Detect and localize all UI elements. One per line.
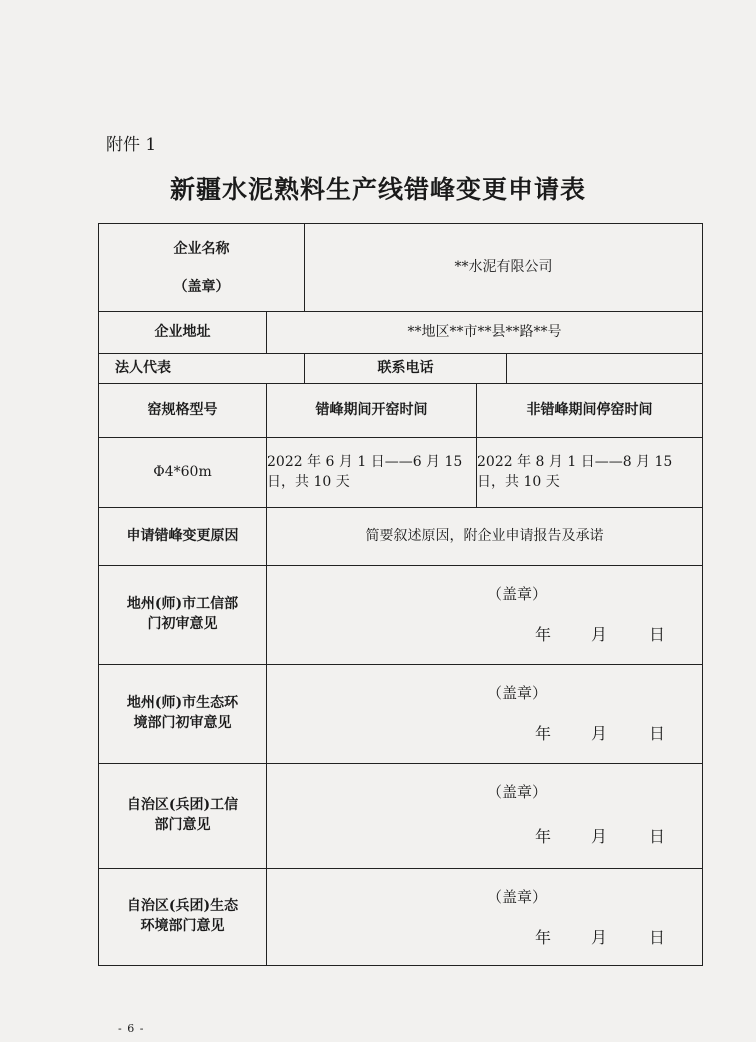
address-value: **地区**市**县**路**号	[267, 312, 703, 354]
month-label: 月	[591, 724, 608, 743]
legal-rep-row	[99, 354, 703, 384]
opinion-signature-cell	[267, 869, 703, 966]
opinion-label-cell	[99, 566, 267, 665]
opinion-label-line2: 门初审意见	[147, 616, 218, 632]
opinion-label-line2: 境部门初审意见	[133, 715, 232, 731]
offpeak-period-value: 2022 年 8 月 1 日——8 月 15 日，共 10 天	[477, 438, 703, 508]
offpeak-period-header: 非错峰期间停窑时间	[477, 384, 703, 438]
opinion-row	[99, 764, 703, 869]
page-number: - 6 -	[118, 1022, 145, 1035]
seal-placeholder: （盖章）	[487, 684, 548, 702]
form-title: 新疆水泥熟料生产线错峰变更申请表	[169, 175, 586, 204]
opinion-label-line1: 地州(师)市生态环	[126, 695, 239, 712]
schedule-header-row	[99, 384, 703, 438]
application-form-table	[98, 223, 703, 966]
opinion-row	[99, 665, 703, 764]
month-label: 月	[591, 928, 608, 947]
company-row	[99, 224, 703, 312]
seal-placeholder: （盖章）	[487, 888, 548, 906]
schedule-value-row	[99, 438, 703, 508]
opinion-signature-cell	[267, 665, 703, 764]
month-label: 月	[591, 827, 608, 846]
phone-label: 联系电话	[305, 354, 507, 384]
kiln-spec-value: Φ4*60m	[99, 438, 267, 508]
kiln-spec-header: 窑规格型号	[99, 384, 267, 438]
day-label: 日	[649, 827, 666, 846]
address-label: 企业地址	[99, 312, 267, 354]
year-label: 年	[535, 928, 552, 947]
month-label: 月	[591, 625, 608, 644]
company-label: 企业名称	[173, 240, 230, 257]
seal-placeholder: （盖章）	[487, 585, 548, 603]
opinion-label-line2: 环境部门意见	[140, 918, 225, 934]
opinion-label-cell	[99, 764, 267, 869]
year-label: 年	[535, 625, 552, 644]
opinion-label-cell	[99, 869, 267, 966]
opinion-signature-cell	[267, 764, 703, 869]
opinion-label-line1: 地州(师)市工信部	[126, 596, 239, 613]
reason-value: 简要叙述原因，附企业申请报告及承诺	[267, 508, 703, 566]
day-label: 日	[649, 724, 666, 743]
day-label: 日	[649, 625, 666, 644]
day-label: 日	[649, 928, 666, 947]
opinion-label-line1: 自治区(兵团)工信	[126, 797, 239, 814]
address-row	[99, 312, 703, 354]
seal-note-label: （盖章）	[173, 278, 230, 295]
opinion-label-cell	[99, 665, 267, 764]
year-label: 年	[535, 827, 552, 846]
attachment-label: 附件 1	[106, 135, 157, 155]
peak-period-value: 2022 年 6 月 1 日——6 月 15 日，共 10 天	[267, 438, 477, 508]
reason-row	[99, 508, 703, 566]
company-label-cell	[99, 224, 305, 312]
reason-label: 申请错峰变更原因	[99, 508, 267, 566]
year-label: 年	[535, 724, 552, 743]
legal-rep-label: 法人代表	[99, 354, 305, 384]
seal-placeholder: （盖章）	[487, 783, 548, 801]
opinion-row	[99, 566, 703, 665]
phone-value	[507, 354, 703, 384]
opinion-signature-cell	[267, 566, 703, 665]
opinion-label-line1: 自治区(兵团)生态	[126, 898, 239, 915]
company-value: **水泥有限公司	[305, 224, 703, 312]
opinion-row	[99, 869, 703, 966]
peak-period-header: 错峰期间开窑时间	[267, 384, 477, 438]
opinion-label-line2: 部门意见	[154, 817, 211, 833]
